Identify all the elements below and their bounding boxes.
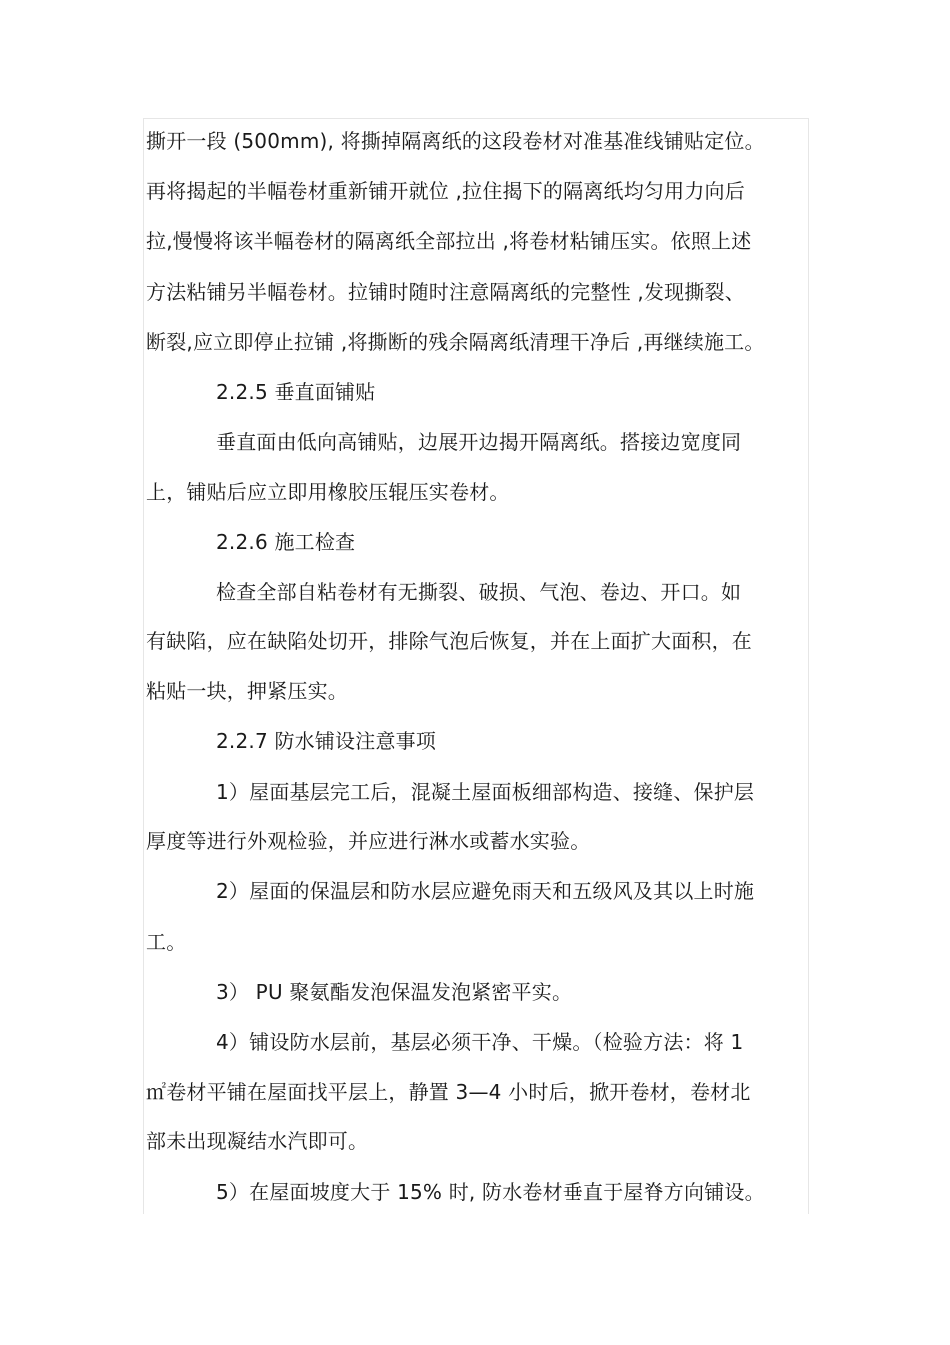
text-line: 5）在屋面坡度大于 15% 时, 防水卷材垂直于屋脊方向铺设。 [216,1180,765,1204]
text-line: 断裂,应立即停止拉铺 ,将撕断的残余隔离纸清理干净后 ,再继续施工。 [146,330,765,354]
text-line: 4）铺设防水层前，基层必须干净、干燥。（检验方法：将 1 [216,1030,744,1054]
text-line: 垂直面由低向高铺贴，边展开边揭开隔离纸。搭接边宽度同 [216,430,742,454]
text-line: 拉,慢慢将该半幅卷材的隔离纸全部拉出 ,将卷材粘铺压实。依照上述 [146,229,752,253]
text-line: 检查全部自粘卷材有无撕裂、破损、气泡、卷边、开口。如 [216,580,742,604]
text-line: 粘贴一块，押紧压实。 [146,679,348,703]
text-line: 厚度等进行外观检验，并应进行淋水或蓄水实验。 [146,829,591,853]
text-line: 撕开一段 (500mm), 将撕掉隔离纸的这段卷材对准基准线铺贴定位。 [146,129,765,153]
text-line: 上，铺贴后应立即用橡胶压辊压实卷材。 [146,480,510,504]
text-line: 有缺陷，应在缺陷处切开，排除气泡后恢复，并在上面扩大面积，在 [146,629,752,653]
text-line: 工。 [146,930,187,954]
text-line: 方法粘铺另半幅卷材。拉铺时随时注意隔离纸的完整性 ,发现撕裂、 [146,280,745,304]
section-heading: 2.2.7 防水铺设注意事项 [216,729,437,753]
section-heading: 2.2.5 垂直面铺贴 [216,380,376,404]
text-line: 2）屋面的保温层和防水层应避免雨天和五级风及其以上时施 [216,879,755,903]
section-heading: 2.2.6 施工检查 [216,530,356,554]
text-line: ㎡卷材平铺在屋面找平层上，静置 3—4 小时后，掀开卷材，卷材北 [146,1080,751,1104]
text-line: 1）屋面基层完工后，混凝土屋面板细部构造、接缝、保护层 [216,780,755,804]
text-line: 3） PU 聚氨酯发泡保温发泡紧密平实。 [216,980,573,1004]
text-line: 再将揭起的半幅卷材重新铺开就位 ,拉住揭下的隔离纸均匀用力向后 [146,179,745,203]
text-line: 部未出现凝结水汽即可。 [146,1129,369,1153]
